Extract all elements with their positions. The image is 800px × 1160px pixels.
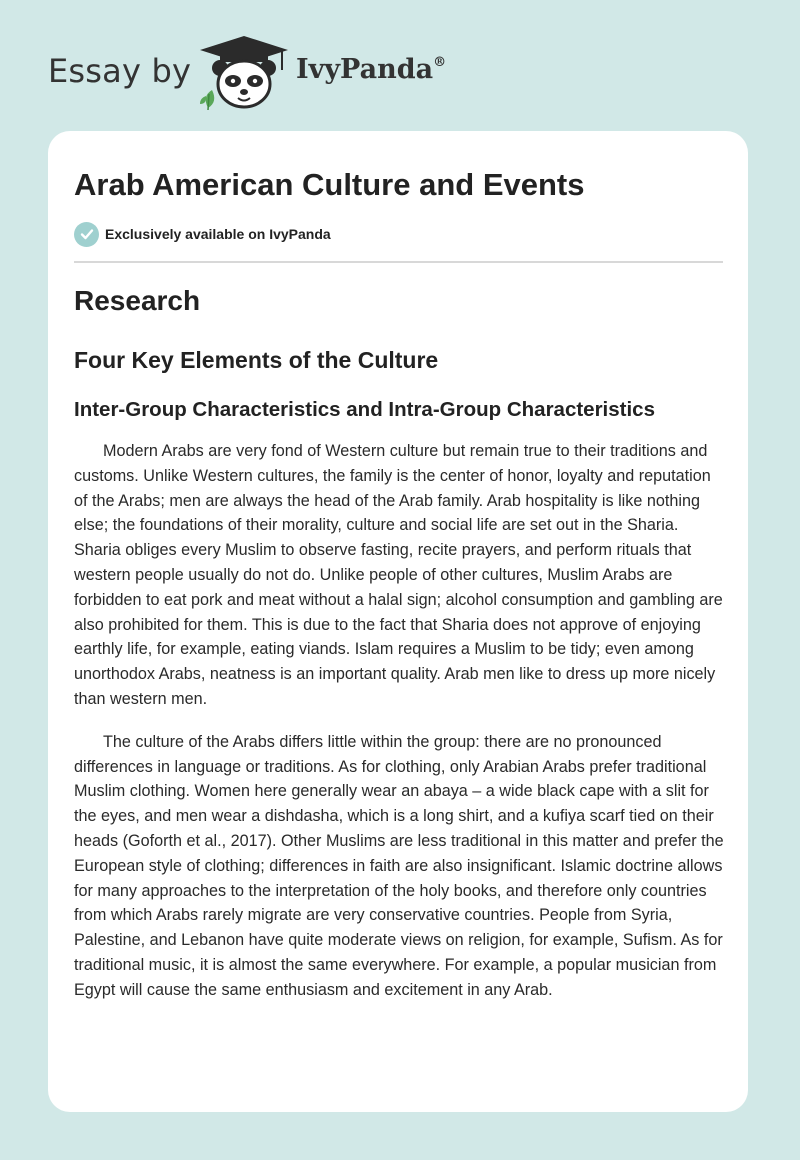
- essay-by-label: Essay by: [48, 52, 192, 90]
- exclusive-badge: [74, 221, 331, 247]
- article-body: [74, 439, 726, 1021]
- site-header: [0, 0, 800, 130]
- leaf-icon: [200, 90, 214, 110]
- brand-name: IvyPanda: [296, 54, 434, 85]
- page-title: Arab American Culture and Events: [74, 167, 585, 202]
- section-heading: Research: [74, 285, 201, 316]
- exclusive-label: Exclusively available on IvyPanda: [105, 226, 331, 242]
- registered-mark: ®: [433, 55, 447, 70]
- subsection-heading: Four Key Elements of the Culture: [74, 347, 439, 373]
- brand-logo[interactable]: [296, 54, 446, 85]
- subsubsection-heading: Inter-Group Characteristics and Intra-Group Characteristics: [74, 398, 655, 421]
- divider: [74, 261, 723, 263]
- paragraph: Modern Arabs are very fond of Western culture but remain true to their traditions and customs. Unlike Western cultures, the family is the center of honor, loyalty and reputation of the Arabs; men are always the head of the Arab family. Arab hospitality is like nothing else; the foundations of their morality, culture and social life are set out in the Sharia. Sharia obliges every Muslim to observe fasting, recite prayers, and perform rituals that western people usually do not do. Unlike people of other cultures, Muslim Arabs are forbidden to eat pork and meat without a halal sign; alcohol consumption and gambling are also prohibited for them. This is due to the fact that Sharia does not approve of enjoying earthly life, for example, eating viands. Islam requires a Muslim to be tidy; even among unorthodox Arabs, neatness is an important quality. Arab men like to dress up more nicely than western men.: [74, 442, 723, 708]
- check-icon: [74, 222, 99, 247]
- article-card: [48, 131, 748, 1112]
- paragraph: The culture of the Arabs differs little within the group: there are no pronounced differences in language or traditions. As for clothing, only Arabian Arabs prefer traditional Muslim clothing. Women here generally wear an abaya – a wide black cape with a slit for the eyes, and men wear a dishdasha, which is a long shirt, and a kufiya scarf tied on their heads (Goforth et al., 2017). Other Muslims are less traditional in this matter and prefer the European style of clothing; differences in faith are also insignificant. Islamic doctrine allows for many approaches to the interpretation of the holy books, and therefore only countries from which Arabs rarely migrate are very conservative countries. People from Syria, Palestine, and Lebanon have quite moderate views on religion, for example, Sufism. As for traditional music, it is almost the same everywhere. For example, a popular musician from Egypt will cause the same enthusiasm and excitement in any Arab.: [74, 732, 724, 999]
- panda-graduate-icon[interactable]: [198, 34, 290, 110]
